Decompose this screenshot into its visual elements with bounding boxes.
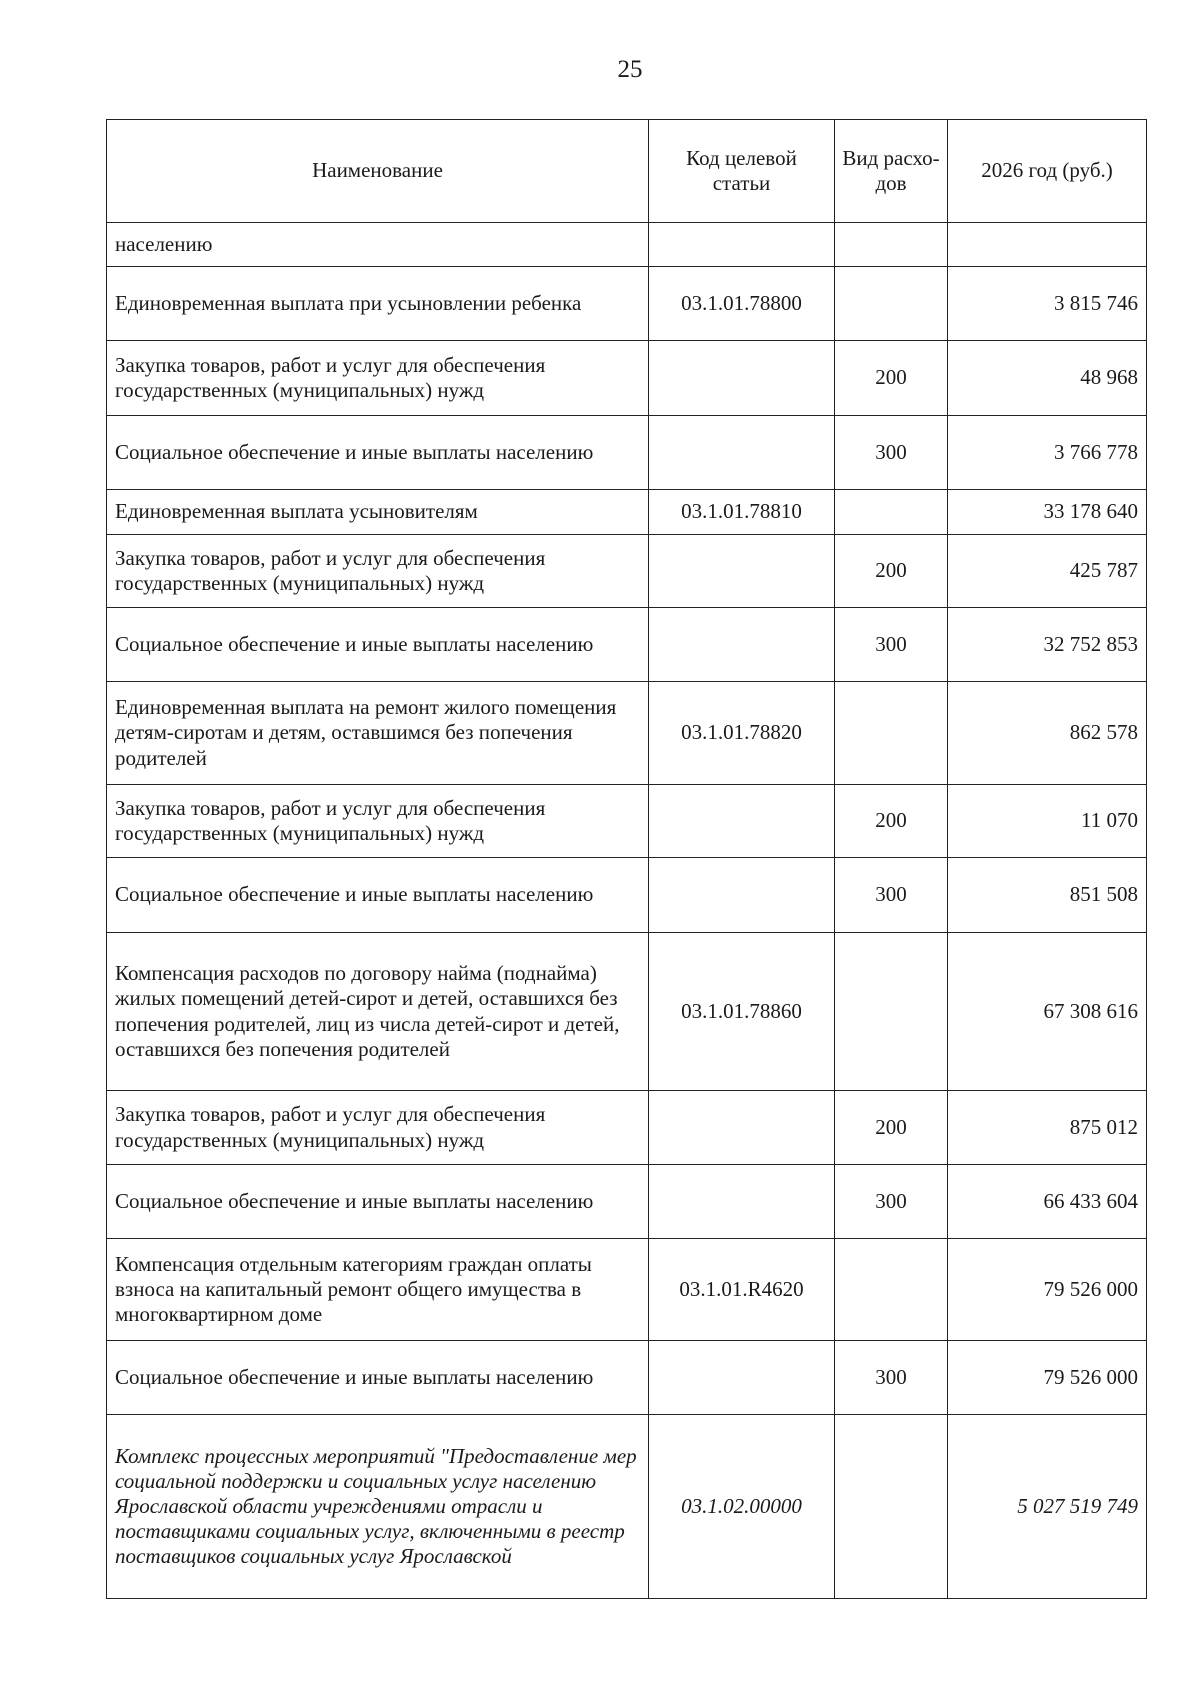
row-code — [649, 416, 835, 490]
table-row — [107, 1341, 1147, 1415]
header-code: Код целевой статьи — [649, 120, 835, 223]
row-name: Социальное обеспечение и иные выплаты населению — [107, 1165, 649, 1239]
header-name: Наименование — [107, 120, 649, 223]
row-code — [649, 1341, 835, 1415]
row-amount — [948, 223, 1147, 267]
header-type: Вид расхо- дов — [835, 120, 948, 223]
row-amount: 851 508 — [948, 858, 1147, 933]
table-row — [107, 608, 1147, 682]
row-code: 03.1.01.78820 — [649, 682, 835, 785]
row-code: 03.1.01.R4620 — [649, 1239, 835, 1341]
row-name: Компенсация расходов по договору найма (поднайма) жилых помещений детей-сирот и детей, оставшихся без попечения родителей, лиц из числа детей-сирот и детей, оставшихся без попечения родителей — [107, 933, 649, 1091]
row-amount: 862 578 — [948, 682, 1147, 785]
table-row — [107, 341, 1147, 416]
header-year: 2026 год (руб.) — [948, 120, 1147, 223]
row-name: населению — [107, 223, 649, 267]
table-row — [107, 1239, 1147, 1341]
row-amount: 79 526 000 — [948, 1341, 1147, 1415]
row-amount: 875 012 — [948, 1091, 1147, 1165]
row-expense-type: 300 — [835, 608, 948, 682]
row-code — [649, 223, 835, 267]
row-expense-type — [835, 267, 948, 341]
row-expense-type: 300 — [835, 858, 948, 933]
row-name: Единовременная выплата на ремонт жилого помещения детям-сиротам и детям, оставшимся без попечения родителей — [107, 682, 649, 785]
table-body — [107, 223, 1147, 1599]
budget-table — [106, 119, 1147, 1599]
row-amount: 33 178 640 — [948, 490, 1147, 535]
row-amount: 425 787 — [948, 535, 1147, 608]
row-name: Комплекс процессных мероприятий "Предоставление мер социальной поддержки и социальных услуг населению Ярославской области учреждениями отрасли и поставщиками социальных услуг, включенными в реестр поставщиков социальных услуг Ярославской — [107, 1415, 649, 1599]
row-code: 03.1.01.78810 — [649, 490, 835, 535]
row-expense-type — [835, 933, 948, 1091]
table-row — [107, 933, 1147, 1091]
row-code — [649, 1091, 835, 1165]
row-amount: 67 308 616 — [948, 933, 1147, 1091]
row-name: Закупка товаров, работ и услуг для обеспечения государственных (муниципальных) нужд — [107, 341, 649, 416]
table-row — [107, 267, 1147, 341]
table-row — [107, 785, 1147, 858]
row-expense-type — [835, 1239, 948, 1341]
row-amount: 66 433 604 — [948, 1165, 1147, 1239]
row-name: Единовременная выплата усыновителям — [107, 490, 649, 535]
table-row — [107, 1091, 1147, 1165]
row-amount: 5 027 519 749 — [948, 1415, 1147, 1599]
row-code: 03.1.01.78860 — [649, 933, 835, 1091]
table-row — [107, 1165, 1147, 1239]
row-name: Социальное обеспечение и иные выплаты населению — [107, 416, 649, 490]
row-expense-type: 300 — [835, 416, 948, 490]
row-amount: 48 968 — [948, 341, 1147, 416]
row-code: 03.1.02.00000 — [649, 1415, 835, 1599]
row-name: Закупка товаров, работ и услуг для обеспечения государственных (муниципальных) нужд — [107, 785, 649, 858]
table-row — [107, 416, 1147, 490]
row-name: Единовременная выплата при усыновлении ребенка — [107, 267, 649, 341]
page-number: 25 — [617, 56, 643, 83]
row-expense-type: 200 — [835, 341, 948, 416]
row-amount: 32 752 853 — [948, 608, 1147, 682]
row-code — [649, 785, 835, 858]
row-code — [649, 858, 835, 933]
row-expense-type: 200 — [835, 535, 948, 608]
row-name: Социальное обеспечение и иные выплаты населению — [107, 858, 649, 933]
row-expense-type: 200 — [835, 785, 948, 858]
row-code — [649, 1165, 835, 1239]
row-name: Закупка товаров, работ и услуг для обеспечения государственных (муниципальных) нужд — [107, 535, 649, 608]
table-row — [107, 490, 1147, 535]
row-amount: 11 070 — [948, 785, 1147, 858]
row-name: Закупка товаров, работ и услуг для обеспечения государственных (муниципальных) нужд — [107, 1091, 649, 1165]
row-amount: 3 766 778 — [948, 416, 1147, 490]
row-amount: 3 815 746 — [948, 267, 1147, 341]
row-expense-type — [835, 490, 948, 535]
row-code — [649, 535, 835, 608]
table-header-row — [107, 120, 1147, 223]
row-code: 03.1.01.78800 — [649, 267, 835, 341]
row-expense-type — [835, 223, 948, 267]
row-expense-type — [835, 1415, 948, 1599]
row-expense-type: 300 — [835, 1165, 948, 1239]
table-row — [107, 535, 1147, 608]
row-expense-type: 200 — [835, 1091, 948, 1165]
table-row — [107, 223, 1147, 267]
row-code — [649, 608, 835, 682]
table-row — [107, 858, 1147, 933]
row-expense-type: 300 — [835, 1341, 948, 1415]
row-name: Социальное обеспечение и иные выплаты населению — [107, 1341, 649, 1415]
row-expense-type — [835, 682, 948, 785]
row-amount: 79 526 000 — [948, 1239, 1147, 1341]
row-name: Социальное обеспечение и иные выплаты населению — [107, 608, 649, 682]
row-name: Компенсация отдельным категориям граждан оплаты взноса на капитальный ремонт общего имущества в многоквартирном доме — [107, 1239, 649, 1341]
table-row — [107, 1415, 1147, 1599]
row-code — [649, 341, 835, 416]
table-row — [107, 682, 1147, 785]
